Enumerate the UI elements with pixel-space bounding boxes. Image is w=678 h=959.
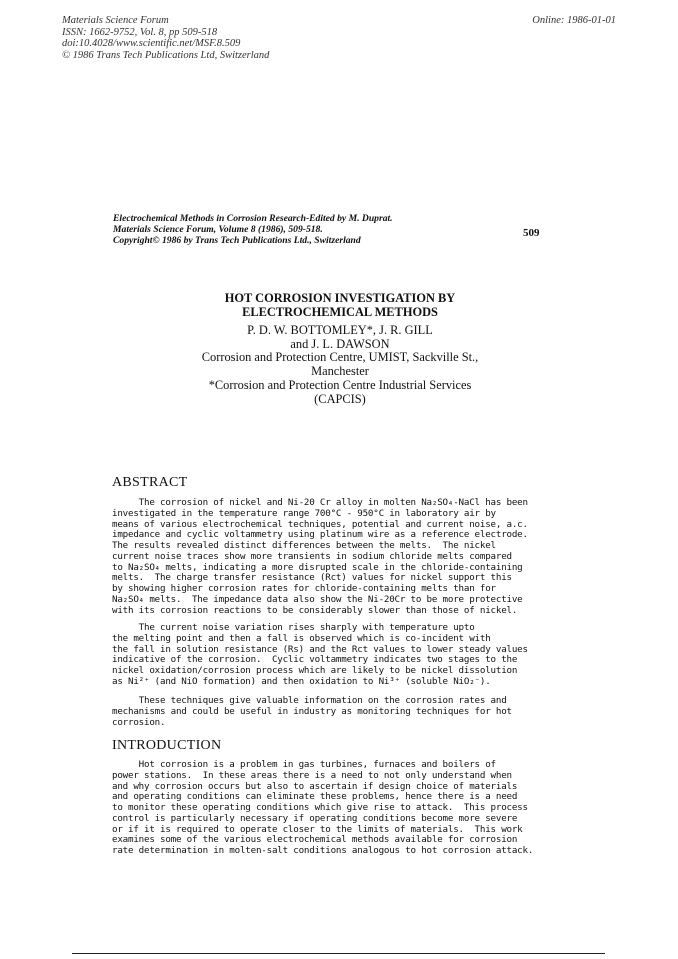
text-line: Hot corrosion is a problem in gas turbines, furnaces and boilers of — [112, 759, 496, 770]
abstract-paragraph-2 — [112, 623, 528, 688]
text-line: as Ni²⁺ (and NiO formation) and then oxidation to Ni³⁺ (soluble NiO₂⁻). — [112, 675, 491, 687]
text-line: with its corrosion reactions to be considerably slower than those of nickel. — [112, 604, 518, 616]
journal-copyright: © 1986 Trans Tech Publications Ltd, Switzerland — [62, 49, 270, 61]
citation-block — [113, 213, 393, 247]
online-date: Online: 1986-01-01 — [532, 15, 616, 26]
text-line: means of various electrochemical techniques, potential and current noise, a.c. — [112, 518, 528, 530]
text-line: investigated in the temperature range 700°C - 950°C in laboratory air by — [112, 507, 496, 519]
text-line: nickel oxidation/corrosion process which are likely to be nickel dissolution — [112, 665, 518, 676]
abstract-paragraph-3 — [112, 696, 512, 728]
text-line: the melting point and then a fall is observed which is co-incident with — [112, 632, 491, 644]
text-line: control is particularly necessary if operating conditions become more severe — [112, 812, 518, 824]
text-line: mechanisms and could be useful in industry as monitoring techniques for hot — [112, 705, 512, 717]
text-line: the fall in solution resistance (Rs) and the Rct values to lower steady values — [112, 643, 528, 655]
author-names: and J. L. DAWSON — [290, 336, 390, 351]
citation-line: Copyright© 1986 by Trans Tech Publications Ltd., Switzerland — [113, 235, 361, 247]
text-line: to monitor these operating conditions which give rise to attack. This process — [112, 802, 528, 813]
abstract-paragraph-1 — [112, 498, 528, 616]
title-line: HOT CORROSION INVESTIGATION BY — [224, 291, 456, 305]
text-line: by showing higher corrosion rates for chloride-containing melts than for — [112, 583, 496, 594]
text-line: to Na₂SO₄ melts, indicating a more disrupted scale in the chloride-containing — [112, 561, 523, 573]
text-line: current noise traces show more transients in sodium chloride melts compared — [112, 550, 512, 562]
citation-line: Electrochemical Methods in Corrosion Research-Edited by M. Duprat. — [113, 213, 393, 224]
introduction-paragraph-1 — [112, 760, 533, 857]
affiliation: (CAPCIS) — [314, 391, 366, 406]
text-line: These techniques give valuable information on the corrosion rates and — [112, 695, 507, 706]
text-line: or if it is required to operate closer to the limits of materials. This work — [112, 823, 523, 835]
author-names: P. D. W. BOTTOMLEY*, J. R. GILL — [247, 323, 433, 337]
introduction-heading: INTRODUCTION — [112, 738, 222, 753]
text-line: corrosion. — [112, 716, 166, 728]
text-line: rate determination in molten-salt conditions analogous to hot corrosion attack. — [112, 845, 534, 856]
text-line: power stations. In these areas there is a need to not only understand when — [112, 769, 512, 781]
text-line: and operating conditions can eliminate these problems, hence there is a need — [112, 791, 518, 803]
text-line: and why corrosion occurs but also to ascertain if design choice of materials — [112, 780, 518, 792]
citation-line: Materials Science Forum, Volume 8 (1986), 509-518. — [113, 224, 323, 236]
text-line: examines some of the various electrochemical methods available for corrosion — [112, 834, 518, 846]
text-line: The results revealed distinct differences between the melts. The nickel — [112, 540, 496, 551]
journal-name: Materials Science Forum — [62, 15, 169, 26]
text-line: Na₂SO₄ melts. The impedance data also show the Ni-20Cr to be more protective — [112, 593, 523, 605]
text-line: The corrosion of nickel and Ni-20 Cr alloy in molten Na₂SO₄-NaCl has been — [112, 497, 528, 508]
affiliation: *Corrosion and Protection Centre Industrial Services — [208, 377, 472, 392]
footer-rule — [72, 953, 605, 954]
page-number: 509 — [523, 227, 540, 239]
affiliation: Manchester — [311, 364, 369, 379]
abstract-heading: ABSTRACT — [112, 475, 188, 490]
text-line: melts. The charge transfer resistance (Rct) values for nickel support this — [112, 572, 512, 584]
title-line: ELECTROCHEMICAL METHODS — [242, 304, 438, 319]
journal-header — [62, 15, 269, 61]
journal-doi: doi:10.4028/www.scientific.net/MSF.8.509 — [62, 38, 241, 50]
paper-title — [100, 292, 580, 319]
affiliation: Corrosion and Protection Centre, UMIST, Sackville St., — [201, 350, 479, 365]
authors-block — [100, 324, 580, 406]
text-line: impedance and cyclic voltammetry using platinum wire as a reference electrode. — [112, 529, 528, 541]
text-line: The current noise variation rises sharply with temperature upto — [112, 622, 475, 633]
text-line: indicative of the corrosion. Cyclic voltammetry indicates two stages to the — [112, 654, 518, 666]
journal-issn: ISSN: 1662-9752, Vol. 8, pp 509-518 — [62, 26, 218, 38]
